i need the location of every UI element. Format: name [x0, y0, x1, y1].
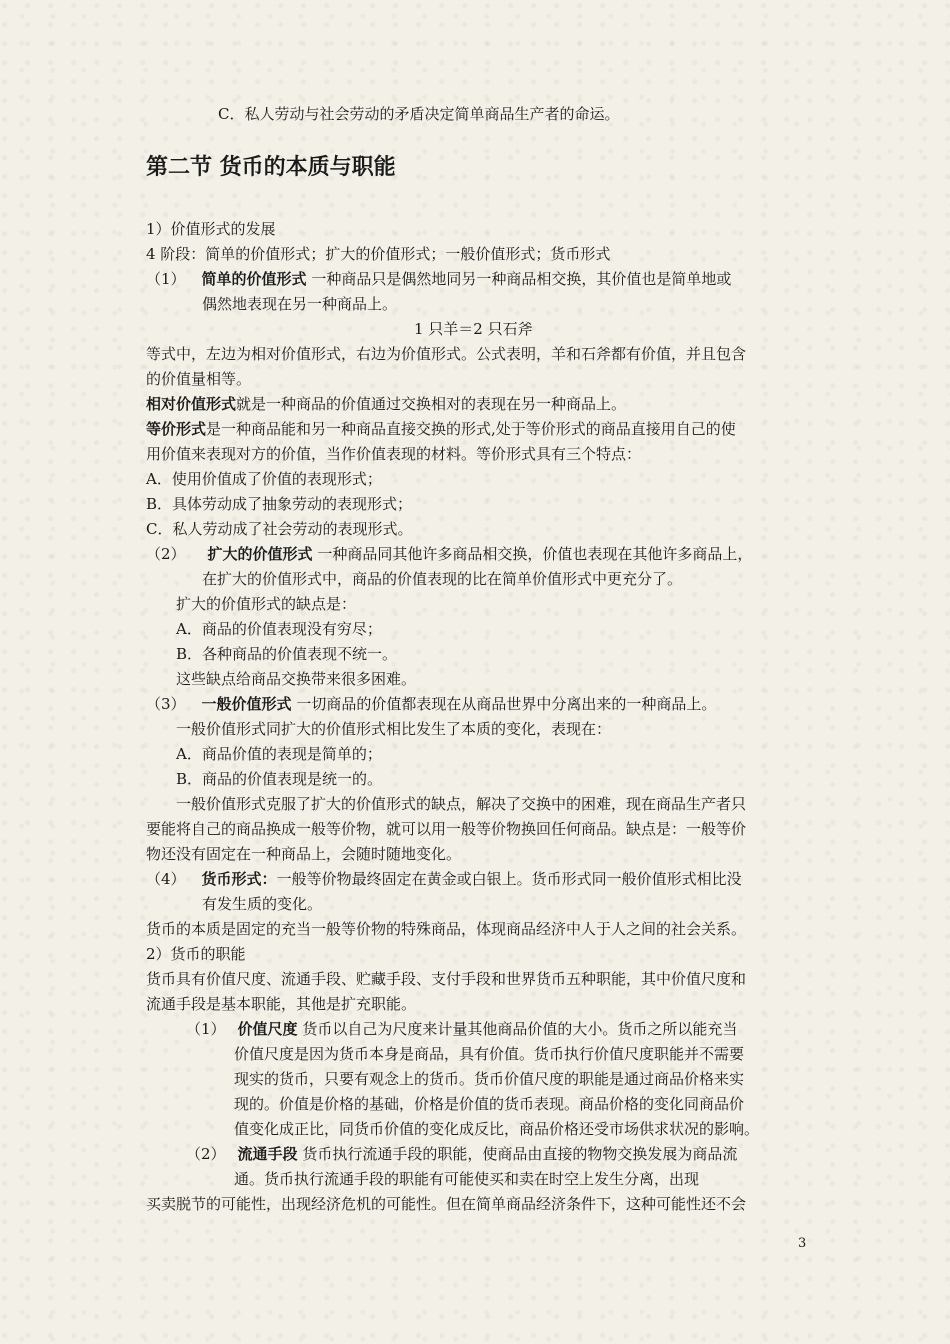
- relative-form-line: [146, 394, 626, 414]
- f1-text1: 货币以自己为尺度来计量其他商品价值的大小。货币之所以能充当: [297, 1020, 738, 1038]
- formula: 1 只羊＝2 只石斧: [414, 320, 533, 338]
- s4-line1: [146, 869, 742, 889]
- s3-para3: 物还没有固定在一种商品上，会随时随地变化。: [146, 845, 462, 863]
- s3-item-b: B．商品的价值表现是统一的。: [176, 770, 383, 788]
- s1-term: 简单的价值形式: [201, 270, 307, 288]
- top-line: C．私人劳动与社会劳动的矛盾决定简单商品生产者的命运。: [218, 105, 620, 123]
- s3-term: 一般价值形式: [201, 695, 292, 713]
- s1-item-a: A．使用价值成了价值的表现形式；: [146, 470, 382, 488]
- f2-line2: 通。货币执行流通手段的职能有可能使买和卖在时空上发生分离，出现: [234, 1170, 700, 1188]
- s2-line1: [146, 544, 752, 564]
- s2-num: （2）: [146, 545, 186, 563]
- s3-num: （3）: [146, 695, 186, 713]
- f1-line5: 值变化成正比，同货币价值的变化成反比，商品价格还受市场供求状况的影响。: [234, 1120, 760, 1138]
- s1-expl2: 的价值量相等。: [146, 370, 252, 388]
- s4-line2: 有发生质的变化。: [202, 895, 323, 913]
- s2-item-a: A．商品的价值表现没有穷尽；: [176, 620, 382, 638]
- s2-text1: 一种商品同其他许多商品相交换，价值也表现在其他许多商品上，: [312, 545, 753, 563]
- s1-item-c: C．私人劳动成了社会劳动的表现形式。: [146, 520, 413, 538]
- s1-line2: 偶然地表现在另一种商品上。: [202, 295, 398, 313]
- s2-item-b: B．各种商品的价值表现不统一。: [176, 645, 398, 663]
- section-title: 第二节 货币的本质与职能: [146, 155, 396, 180]
- s2-summary: 这些缺点给商品交换带来很多困难。: [176, 670, 417, 688]
- s1-expl1: 等式中，左边为相对价值形式，右边为价值形式。公式表明，羊和石斧都有价值，并且包含: [146, 345, 747, 363]
- s4-num: （4）: [146, 870, 186, 888]
- s2-line2: 在扩大的价值形式中，商品的价值表现的比在简单价值形式中更充分了。: [202, 570, 683, 588]
- s3-line1: [146, 694, 716, 714]
- f2-term: 流通手段: [237, 1145, 298, 1163]
- f1-line2: 价值尺度是因为货币本身是商品，具有价值。货币执行价值尺度职能并不需要: [234, 1045, 745, 1063]
- p1-stages: 4 阶段：简单的价值形式；扩大的价值形式；一般价值形式；货币形式: [146, 245, 611, 263]
- equivalent-form-term: 等价形式: [146, 420, 207, 438]
- f2-text1: 货币执行流通手段的职能，使商品由直接的物物交换发展为商品流: [297, 1145, 738, 1163]
- s3-para2: 要能将自己的商品换成一般等价物，就可以用一般等价物换回任何商品。缺点是：一般等价: [146, 820, 747, 838]
- s1-text1: 一种商品只是偶然地同另一种商品相交换，其价值也是简单地或: [306, 270, 732, 288]
- f1-num: （1）: [186, 1020, 226, 1038]
- p1-label: 1）价值形式的发展: [146, 220, 276, 238]
- relative-form-text: 就是一种商品的价值通过交换相对的表现在另一种商品上。: [236, 395, 627, 413]
- s4-text1: 一般等价物最终固定在黄金或白银上。货币形式同一般价值形式相比没: [276, 870, 742, 888]
- page-number: 3: [798, 1236, 807, 1251]
- s3-para1: 一般价值形式克服了扩大的价值形式的缺点，解决了交换中的困难，现在商品生产者只: [176, 795, 747, 813]
- equivalent-form-line2: 用价值来表现对方的价值，当作价值表现的材料。等价形式具有三个特点：: [146, 445, 642, 463]
- s3-text1: 一切商品的价值都表现在从商品世界中分离出来的一种商品上。: [291, 695, 717, 713]
- f1-line3: 现实的货币，只要有观念上的货币。货币价值尺度的职能是通过商品价格来实: [234, 1070, 745, 1088]
- s2-defects: 扩大的价值形式的缺点是：: [176, 595, 357, 613]
- f2-line1: [186, 1144, 737, 1164]
- s1-line1: [146, 269, 731, 289]
- relative-form-term: 相对价值形式: [146, 395, 237, 413]
- money-essence: 货币的本质是固定的充当一般等价物的特殊商品，体现商品经济中人于人之间的社会关系。: [146, 920, 747, 938]
- s2-term: 扩大的价值形式: [207, 545, 313, 563]
- functions-line2: 流通手段是基本职能，其他是扩充职能。: [146, 995, 417, 1013]
- s3-line2: 一般价值形式同扩大的价值形式相比发生了本质的变化，表现在：: [176, 720, 612, 738]
- f1-line1: [186, 1019, 737, 1039]
- s4-term: 货币形式：: [201, 870, 277, 888]
- f1-term: 价值尺度: [237, 1020, 298, 1038]
- s1-num: （1）: [146, 270, 186, 288]
- f2-num: （2）: [186, 1145, 226, 1163]
- equivalent-form-text1: 是一种商品能和另一种商品直接交换的形式,处于等价形式的商品直接用自己的使: [206, 420, 736, 438]
- s1-item-b: B．具体劳动成了抽象劳动的表现形式；: [146, 495, 413, 513]
- last-line: 买卖脱节的可能性，出现经济危机的可能性。但在简单商品经济条件下，这种可能性还不会: [146, 1195, 747, 1213]
- s3-item-a: A．商品价值的表现是简单的；: [176, 745, 382, 763]
- f1-line4: 现的。价值是价格的基础，价格是价值的货币表现。商品价格的变化同商品价: [234, 1095, 745, 1113]
- equivalent-form-line1: [146, 419, 736, 439]
- p2-label: 2）货币的职能: [146, 945, 246, 963]
- functions-line1: 货币具有价值尺度、流通手段、贮藏手段、支付手段和世界货币五种职能，其中价值尺度和: [146, 970, 747, 988]
